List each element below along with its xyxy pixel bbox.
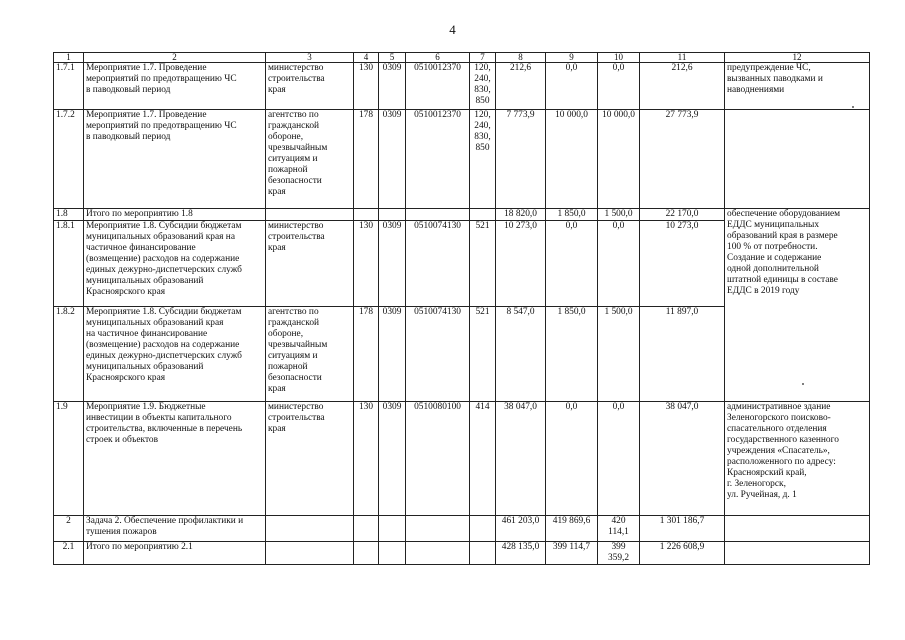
event-name: Итого по мероприятию 1.8 bbox=[84, 209, 266, 221]
value-col11: 27 773,9 bbox=[640, 110, 725, 209]
value-col8: 428 135,0 bbox=[496, 542, 546, 565]
grbs-code: 130 bbox=[354, 63, 379, 110]
vr-code: 120, 240, 830, 850 bbox=[470, 63, 496, 110]
column-number-header bbox=[54, 53, 870, 63]
csr-code: 0510080100 bbox=[406, 402, 470, 516]
table-row bbox=[54, 209, 870, 221]
header-cell: 1 bbox=[54, 53, 84, 63]
header-cell: 4 bbox=[354, 53, 379, 63]
event-name: Задача 2. Обеспечение профилактики и тушения пожаров bbox=[84, 516, 266, 542]
row-number: 1.7.1 bbox=[54, 63, 84, 110]
csr-code: 0510074130 bbox=[406, 307, 470, 402]
event-name: Мероприятие 1.7. Проведение мероприятий по предотвращению ЧС в паводковый период bbox=[84, 110, 266, 209]
header-cell: 9 bbox=[546, 53, 598, 63]
row-number: 1.9 bbox=[54, 402, 84, 516]
value-col9: 0,0 bbox=[546, 402, 598, 516]
value-col10: 420 114,1 bbox=[598, 516, 640, 542]
executor: агентство по гражданской обороне, чрезвычайным ситуациям и пожарной безопасности края bbox=[266, 307, 354, 402]
table-row bbox=[54, 542, 870, 565]
value-col8: 7 773,9 bbox=[496, 110, 546, 209]
value-col10: 0,0 bbox=[598, 221, 640, 307]
rzpr-code: 0309 bbox=[379, 221, 406, 307]
header-cell: 7 bbox=[470, 53, 496, 63]
executor: министерство строительства края bbox=[266, 402, 354, 516]
scan-speck bbox=[852, 106, 854, 108]
rzpr-code: 0309 bbox=[379, 402, 406, 516]
value-col10: 1 500,0 bbox=[598, 209, 640, 221]
header-cell: 5 bbox=[379, 53, 406, 63]
rzpr-code: 0309 bbox=[379, 110, 406, 209]
csr-code: 0510012370 bbox=[406, 110, 470, 209]
executor: министерство строительства края bbox=[266, 221, 354, 307]
value-col10: 399 359,2 bbox=[598, 542, 640, 565]
value-col9: 0,0 bbox=[546, 63, 598, 110]
expected-result: обеспечение оборудованием ЕДДС муниципальных образований края в размере 100 % от потребности. Создание и содержание одной дополнительной штатной единицы в составе ЕДДС в 2019 году bbox=[725, 209, 870, 402]
value-col11: 22 170,0 bbox=[640, 209, 725, 221]
value-col11: 10 273,0 bbox=[640, 221, 725, 307]
value-col8: 38 047,0 bbox=[496, 402, 546, 516]
header-cell: 11 bbox=[640, 53, 725, 63]
table-row bbox=[54, 110, 870, 209]
value-col9: 1 850,0 bbox=[546, 209, 598, 221]
value-col10: 10 000,0 bbox=[598, 110, 640, 209]
header-cell: 3 bbox=[266, 53, 354, 63]
header-cell: 10 bbox=[598, 53, 640, 63]
scan-speck bbox=[802, 383, 804, 385]
value-col8: 8 547,0 bbox=[496, 307, 546, 402]
csr-code: 0510074130 bbox=[406, 221, 470, 307]
rzpr-code: 0309 bbox=[379, 307, 406, 402]
row-number: 2 bbox=[54, 516, 84, 542]
value-col8: 18 820,0 bbox=[496, 209, 546, 221]
vr-code: 521 bbox=[470, 221, 496, 307]
value-col10: 0,0 bbox=[598, 402, 640, 516]
value-col8: 212,6 bbox=[496, 63, 546, 110]
event-name: Мероприятие 1.7. Проведение мероприятий по предотвращению ЧС в паводковый период bbox=[84, 63, 266, 110]
row-number: 2.1 bbox=[54, 542, 84, 565]
value-col9: 419 869,6 bbox=[546, 516, 598, 542]
table-row bbox=[54, 63, 870, 110]
value-col9: 399 114,7 bbox=[546, 542, 598, 565]
value-col9: 1 850,0 bbox=[546, 307, 598, 402]
rzpr-code: 0309 bbox=[379, 63, 406, 110]
expected-result: предупреждение ЧС, вызванных паводками и наводнениями bbox=[725, 63, 870, 110]
table-row bbox=[54, 516, 870, 542]
grbs-code: 178 bbox=[354, 110, 379, 209]
value-col11: 1 301 186,7 bbox=[640, 516, 725, 542]
expected-result: административное здание Зеленогорского поисково- спасательного отделения государственного казенного учреждения «Спасатель», расположенного по адресу: Красноярский край, г. Зеленогорск, ул. Ручейная, д. 1 bbox=[725, 402, 870, 516]
value-col9: 10 000,0 bbox=[546, 110, 598, 209]
value-col11: 11 897,0 bbox=[640, 307, 725, 402]
event-name: Мероприятие 1.9. Бюджетные инвестиции в объекты капитального строительства, включенные в перечень строек и объектов bbox=[84, 402, 266, 516]
value-col9: 0,0 bbox=[546, 221, 598, 307]
header-cell: 6 bbox=[406, 53, 470, 63]
row-number: 1.8.1 bbox=[54, 221, 84, 307]
budget-table bbox=[53, 52, 870, 565]
executor: агентство по гражданской обороне, чрезвычайным ситуациям и пожарной безопасности края bbox=[266, 110, 354, 209]
event-name: Итого по мероприятию 2.1 bbox=[84, 542, 266, 565]
event-name: Мероприятие 1.8. Субсидии бюджетам муниципальных образований края на частичное финансирование (возмещение) расходов на содержание единых дежурно-диспетчерских служб муниципальных образований Красноярского края bbox=[84, 221, 266, 307]
csr-code: 0510012370 bbox=[406, 63, 470, 110]
value-col8: 461 203,0 bbox=[496, 516, 546, 542]
header-cell: 2 bbox=[84, 53, 266, 63]
expected-result bbox=[725, 110, 870, 209]
row-number: 1.7.2 bbox=[54, 110, 84, 209]
row-number: 1.8.2 bbox=[54, 307, 84, 402]
value-col11: 38 047,0 bbox=[640, 402, 725, 516]
grbs-code: 178 bbox=[354, 307, 379, 402]
value-col10: 0,0 bbox=[598, 63, 640, 110]
value-col11: 1 226 608,9 bbox=[640, 542, 725, 565]
header-cell: 8 bbox=[496, 53, 546, 63]
vr-code: 414 bbox=[470, 402, 496, 516]
value-col8: 10 273,0 bbox=[496, 221, 546, 307]
grbs-code: 130 bbox=[354, 402, 379, 516]
executor: министерство строительства края bbox=[266, 63, 354, 110]
value-col11: 212,6 bbox=[640, 63, 725, 110]
vr-code: 521 bbox=[470, 307, 496, 402]
event-name: Мероприятие 1.8. Субсидии бюджетам муниципальных образований края на частичное финансирование (возмещение) расходов на содержание единых дежурно-диспетчерских служб муниципальных образований Красноярского края bbox=[84, 307, 266, 402]
header-cell: 12 bbox=[725, 53, 870, 63]
row-number: 1.8 bbox=[54, 209, 84, 221]
vr-code: 120, 240, 830, 850 bbox=[470, 110, 496, 209]
page-number: 4 bbox=[449, 22, 456, 37]
grbs-code: 130 bbox=[354, 221, 379, 307]
table-row bbox=[54, 402, 870, 516]
value-col10: 1 500,0 bbox=[598, 307, 640, 402]
